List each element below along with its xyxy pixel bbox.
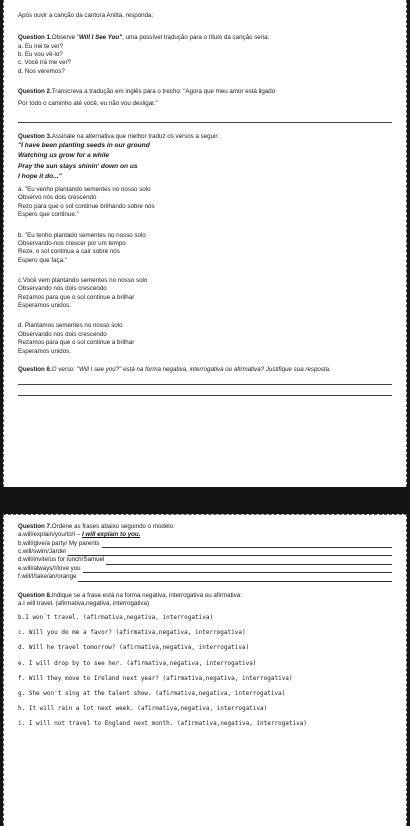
question-2 xyxy=(18,88,392,123)
answer-blank xyxy=(102,541,392,548)
question-8-item: e. I will drop by to see her. (afirmativa,negativa, interrogativa) xyxy=(18,659,257,667)
question-1-label: Question 1. xyxy=(18,34,52,42)
question-1-text-a: Observe " xyxy=(51,34,80,42)
lyric-line: Watching us grow for a while xyxy=(18,152,110,160)
option-line: Espero que faça." xyxy=(18,256,67,264)
option-line: Esperamos unidos. xyxy=(18,302,71,310)
question-6-text: O verso: "Will I see you?" está na forma negativa, interrogativa ou afirmativa? Justifique sua resposta. xyxy=(51,365,331,373)
question-1-option: b. Eu vou vê-lo? xyxy=(18,51,63,59)
lyric-line: Pray the sun stays shinin' down on us xyxy=(18,162,138,170)
lyric-line: I hope it do..." xyxy=(18,172,62,180)
answer-blank xyxy=(106,558,392,565)
option-line: Observando-nos crescer por um tempo xyxy=(18,239,126,247)
question-8-item: h. It will rain a lot next week. (afirmativa,negativa, interrogativa) xyxy=(18,704,268,712)
answer-blank xyxy=(83,566,392,573)
option-line: b. "Eu tenho plantado sementes no nosso solo xyxy=(18,231,146,239)
question-8-item: g. She won't sing at the talent show. (afirmativa,negativa, interrogativa) xyxy=(18,689,286,697)
option-line: Esperamos unidos. xyxy=(18,347,71,355)
question-3-text: Assinale na alternativa que melhor traduz os versos a seguir: xyxy=(51,132,220,140)
option-line: Observo nós dois crescendo xyxy=(18,194,97,202)
answer-blank xyxy=(78,575,392,582)
question-3-label: Question 3. xyxy=(18,132,52,140)
question-6 xyxy=(18,366,392,396)
worksheet-page-1 xyxy=(3,0,407,487)
answer-blank xyxy=(68,549,392,556)
answer-line xyxy=(18,395,392,396)
example-prefix: a.will/explain/you/to/I – xyxy=(18,531,82,539)
question-8-item: i. I will not travel to England next month. (afirmativa,negativa, interrogativa) xyxy=(18,719,307,727)
question-2-text-2: Por todo o caminho até você, eu não vou desligar." xyxy=(18,99,158,107)
option-line: Rezamos para que o sol continue a brilhar xyxy=(18,339,135,347)
question-2-text: Transcreva a tradução em inglês para o trecho: "Agora que meu amor está ligado xyxy=(51,88,276,96)
question-3-option-d xyxy=(18,322,392,355)
option-line: Observando nós dois crescendo xyxy=(18,330,107,338)
option-line: d. Plantamos sementes no nosso solo xyxy=(18,322,123,330)
question-3-option-b xyxy=(18,232,392,265)
example-answer: I will explain to you. xyxy=(81,531,141,539)
answer-line xyxy=(18,384,392,385)
question-1-quote: Will I See You" xyxy=(79,34,123,42)
question-8-item: f. Will they move to Ireland next year? (afirmativa,negativa, interrogativa) xyxy=(18,674,293,682)
option-line: Rezamos para que o sol continue a brilhar xyxy=(18,293,135,301)
question-8-item: c. Will you do me a favor? (afirmativa,negativa, interrogativa) xyxy=(18,629,246,637)
question-2-label: Question 2. xyxy=(18,88,52,96)
question-8-item: b.I won´t travel. (afirmativa,negativa, interrogativa) xyxy=(18,614,214,622)
intro-text: Após ouvir a canção da cantora Anitta, responda: xyxy=(18,12,154,19)
order-item: d.will/invite/us for lunch/Samuel xyxy=(18,556,105,564)
question-1-option: c. Você irá me ver? xyxy=(18,59,71,67)
question-1-option: d. Nos veremos? xyxy=(18,67,65,75)
option-line: Observando nós dois crescendo xyxy=(18,285,107,293)
question-7-text: Ordene as frases abaixo seguindo o modelo: xyxy=(51,523,175,530)
question-7-label: Question 7. xyxy=(18,523,52,530)
question-6-label: Question 6. xyxy=(18,365,52,373)
option-line: Espero que continue." xyxy=(18,211,79,219)
question-3-option-a xyxy=(18,186,392,219)
question-3-option-c xyxy=(18,277,392,310)
question-1-option: a. Eu irei te ver? xyxy=(18,42,64,50)
order-item: b.will/give/a party/ My parents xyxy=(18,539,100,547)
order-item: e.will/always/I/love you xyxy=(18,564,81,572)
question-7 xyxy=(18,523,392,582)
answer-line xyxy=(18,122,392,123)
worksheet-page-2 xyxy=(3,514,407,826)
question-1-text-b: , uma possível tradução para o título da canção seria: xyxy=(122,34,270,42)
option-line: Rezo para que o sol continue brilhando sobre nós xyxy=(18,202,155,210)
option-line: Reze, o sol continua a cair sobre nós xyxy=(18,248,120,256)
question-8 xyxy=(18,592,392,728)
question-8-item: d. Will he travel tomorrow? (afirmativa,negativa, interrogativa) xyxy=(18,644,250,652)
question-8-label: Question 8. xyxy=(18,591,52,599)
lyric-line: "I have been planting seeds in our ground xyxy=(18,142,150,150)
option-line: a. "Eu venho plantando sementes no nosso solo xyxy=(18,186,151,194)
question-8-text: Indique se a frase está na forma negativa, interrogativa ou afirmativa: xyxy=(51,591,242,599)
option-line: c.Você vem plantando sementes no nosso solo xyxy=(18,276,148,284)
question-8-item: a.I will travel. (afirmativa,negativa, interrogativa) xyxy=(18,599,150,607)
order-item: c.will/swim/Jardel xyxy=(18,548,66,556)
question-1 xyxy=(18,34,392,76)
order-item: f.will/I/take/an/orange xyxy=(18,573,77,581)
question-3 xyxy=(18,133,392,356)
